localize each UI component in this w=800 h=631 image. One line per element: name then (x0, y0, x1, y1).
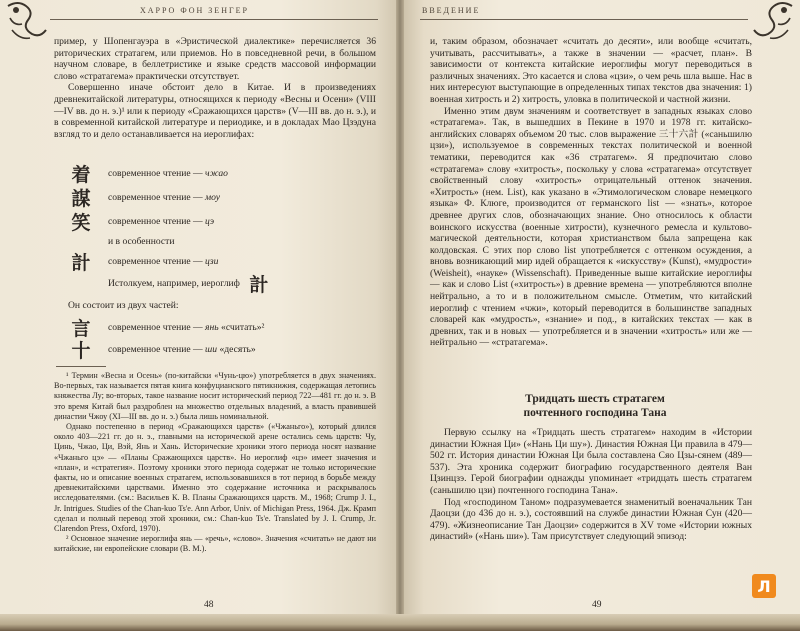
page-number-left: 48 (204, 600, 214, 610)
char-row (68, 186, 220, 208)
hanzi-glyph: 着 (71, 163, 91, 186)
reading-label: современное чтение — (108, 191, 203, 203)
two-parts-line: Он состоит из двух частей: (68, 299, 179, 311)
reading: чжао (205, 167, 228, 179)
footnote-rule (56, 366, 106, 367)
reading-label: современное чтение — (108, 255, 203, 267)
reading-label: современное чтение — (108, 167, 203, 179)
paragraph: Первую ссылку на «Тридцать шесть стратагем» находим в «Истории династии Южная Ци» («Нань Ци шу»). Династия Южная Ци правила в 479—502 гг. История династии Южная Ци была составлена Сяо Цзы-сянем (489—537). Эта хроника содержит биографию государственного деятеля Ван Цзинцзэ. Герой биографии однажды упоминает «тридцать шесть стратагем (саньшилю цзи) почтенного господина Тана». (430, 427, 752, 496)
meaning: «десять» (219, 343, 256, 355)
footnote: Однако постепенно в период «Сражающихся царств» («Чжаньго»), который длился около 403—221 гг. до н. э., главными на исторической арене остались семь царств: Чу, Цинь, Чжао, Ци, Вэй, Янь и Хань. Исторические хроники этого периода носят название «Чжаньго цэ» — «Планы Сражающихся царств». Но иероглиф «цэ» имеет значения и «план», и «стратегия». Поэтому хроники этого периода содержат не только исторические факты, но и описание военных стратагем, использовавшихся в тот период в борьбе между древнекитайскими царствами. Именно это содержание источника и раскрывалось исследователями. (см.: Васильев К. В. Планы Сражающихся царств. М., 1968; Crump J. I., Jr. Intrigues. Studies of the Chan-kuo Ts'e. Ann Arbor, Univ. of Michigan Press, 1964. Дж. Крамп сделал и полный перевод этой хроники, см.: Chan-kuo Ts'e. Translated by J. I. Crump, Jr. Clarendon Press, Oxford, 1970). (54, 422, 376, 534)
running-head-left: ХАРРО ФОН ЗЕНГЕР (140, 6, 249, 15)
paragraph: Совершенно иначе обстоит дело в Китае. И в произведениях древнекитайской литературы, относящихся к периоду «Весны и Осени» (VIII—IV вв. до н. э.)¹ или к периоду «Сражающихся царств» (V—III вв. до н. э.), и в современной китайской литературе и периодике, и в докладах Мао Цзэдуна взгляд то и дело останавливается на иероглифах: (54, 82, 376, 140)
heading-line: почтенного господина Тана (523, 407, 667, 419)
hanzi-glyph: 笑 (71, 211, 91, 234)
paragraph: пример, у Шопенгауэра в «Эристической диалектике» перечисляется 36 риторических стратагем, или приемов. Но в повседневной речи, в большом научном словаре, в беллетристике и языке средств массовой информации слово «стратагема» практически отсутствует. (54, 36, 376, 82)
dragon-ornament-left-icon (4, 0, 50, 44)
reading: цэ (205, 215, 215, 227)
hanzi-glyph: 十 (71, 339, 91, 362)
left-body-text (54, 36, 376, 140)
right-body-text (430, 36, 752, 349)
footnote: ² Основное значение иероглифа янь — «речь», «слово». Значения «считать» не дают ни китайские, ни европейские словари (В. М.). (54, 534, 376, 554)
reading: моу (205, 191, 221, 203)
heading-line: Тридцать шесть стратагем (525, 393, 665, 405)
in-particular-line: и в особенности (108, 235, 175, 247)
hanzi-glyph: 謀 (71, 187, 91, 210)
section-heading (430, 392, 760, 420)
reading-label: современное чтение — (108, 343, 203, 355)
header-rule-left (50, 19, 378, 20)
reading: цзи (205, 255, 219, 267)
char-row (68, 210, 214, 232)
char-row (68, 316, 264, 338)
header-rule-right (420, 19, 748, 20)
reading-label: современное чтение — (108, 321, 203, 333)
book-gutter (396, 0, 404, 631)
reading: янь (205, 321, 219, 333)
char-row (68, 250, 218, 272)
char-row (68, 162, 228, 184)
paragraph: Под «господином Таном» подразумевается знаменитый военачальник Тан Даоцзи (до 436 до н. э.), состоявший на службе династии Южная Сун (420—479). «Жизнеописание Тан Даоцзи» содержится в XV томе «Истории южных династий» («Нань ши»). Там присутствует следующий эпизод: (430, 496, 752, 543)
publisher-badge-icon: Л (752, 574, 776, 598)
example-line: Истолкуем, например, иероглиф 計 (108, 272, 272, 294)
paragraph: Именно этим двум значениям и соответствует в западных языках слово «стратагема». Так, в вышедших в Пекине в 1970 и 1978 гг. китайско-английских словарях объемом 20 тыс. слов выражение 三十六計 («саньшилю цзи»), используемое в современных текстах политической и военной тематики, переводится как «36 стратагем». Я предпочитаю слово «стратагема» слову «хитрость», поскольку у слова «стратагема» отсутствует свойственный слову «хитрость» отрицательный оттенок значения. «Хитрость» (нем. List), как указано в «Этимологическом словаре немецкого языка» Ф. Клюге, производится от германского list — «знать», которое древнее других слов, обозначающих знание. Оно относилось к области воинского искусства (военные хитрости), кузнечного ремесла и культово-магической деятельности, которая христианством была запрещена как колдовская. С этих пор слово list употребляется с оттенком осуждения, а вновь возникающий мир идей обращается к «искусству» (Kunst), «мудрости» (Weisheit), «науке» (Wissenschaft). Приведенные выше китайские иероглифы — как и слово List («хитрость») в древние времена — употребляются вполне нейтрально, а то и в положительном смысле. Отметим, что китайский иероглиф с чтением «чжи», который переводится в большинстве западных словарей как «мудрость», «знание» и под., в китайских текстах — как в древних, так и в новых — употребляется и в значении «хитрость» или же — нейтрально — «стратагема». (430, 105, 752, 349)
page-number-right: 49 (592, 600, 602, 610)
paragraph: и, таким образом, обозначает «считать до десяти», или вообще «считать, учитывать, рассчитывать», а также в значении — «расчет, план». В зависимости от контекста китайские иероглифы могут переводиться в различных значениях. Это касается и слова «цзи», о чем речь шла выше. Нас в них интересуют выступающие в определенных типах текстов два значения: 1) военная хитрость и 2) хитрость, уловка в политической и частной жизни. (430, 36, 752, 105)
running-head-right: ВВЕДЕНИЕ (422, 6, 481, 15)
right-body-text-2 (430, 427, 752, 543)
meaning: «считать»² (221, 321, 265, 333)
footnote: ¹ Термин «Весна и Осень» (по-китайски «Чунь-цю») употребляется в двух значениях. Во-первых, так называется пятая книга конфуцианского пятикнижия, содержащая летопись княжества Лу; во-вторых, такое название носит исторический период 722—481 гг. до н. э. В это время Китай был раздроблен на множество отдельных владений, а власть правившей династии Чжоу (XI—III вв. до н. э.) была лишь номинальной. (54, 371, 376, 421)
footnotes (54, 371, 376, 555)
page-edges (0, 614, 800, 631)
hanzi-glyph: 計 (71, 251, 91, 274)
reading: ши (205, 343, 218, 355)
dragon-ornament-right-icon (750, 0, 796, 44)
char-row (68, 338, 256, 360)
hanzi-glyph: 計 (249, 273, 269, 296)
hanzi-glyph: 言 (71, 317, 91, 340)
reading-label: современное чтение — (108, 215, 203, 227)
